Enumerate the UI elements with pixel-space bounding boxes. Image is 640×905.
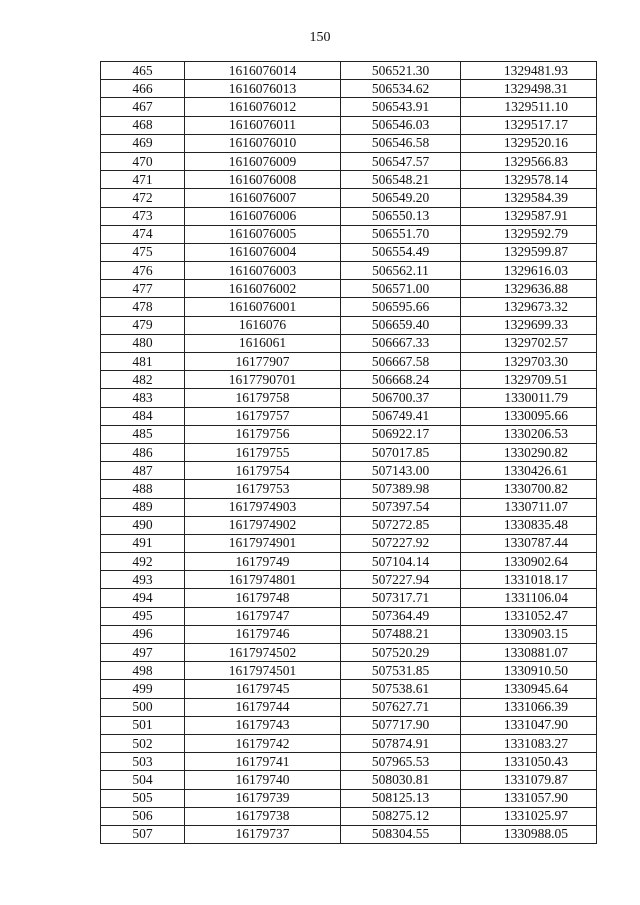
table-row — [101, 262, 597, 280]
y-coordinate-cell: 1329592.79 — [461, 225, 597, 243]
y-coordinate-cell: 1329578.14 — [461, 171, 597, 189]
x-coordinate-cell: 506549.20 — [341, 189, 461, 207]
code-cell: 1616076013 — [185, 80, 341, 98]
table-row — [101, 462, 597, 480]
table-row — [101, 716, 597, 734]
row-number-cell: 495 — [101, 607, 185, 625]
y-coordinate-cell: 1331018.17 — [461, 571, 597, 589]
table-row — [101, 480, 597, 498]
y-coordinate-cell: 1329673.32 — [461, 298, 597, 316]
y-coordinate-cell: 1331083.27 — [461, 734, 597, 752]
code-cell: 16179757 — [185, 407, 341, 425]
table-row — [101, 771, 597, 789]
y-coordinate-cell: 1330881.07 — [461, 644, 597, 662]
x-coordinate-cell: 506548.21 — [341, 171, 461, 189]
x-coordinate-cell: 506922.17 — [341, 425, 461, 443]
table-row — [101, 353, 597, 371]
code-cell: 1616076011 — [185, 116, 341, 134]
y-coordinate-cell: 1329566.83 — [461, 152, 597, 170]
row-number-cell: 485 — [101, 425, 185, 443]
y-coordinate-cell: 1330011.79 — [461, 389, 597, 407]
code-cell: 1616076012 — [185, 98, 341, 116]
x-coordinate-cell: 506668.24 — [341, 371, 461, 389]
row-number-cell: 490 — [101, 516, 185, 534]
table-row — [101, 407, 597, 425]
page-number: 150 — [309, 30, 331, 45]
code-cell: 16179754 — [185, 462, 341, 480]
code-cell: 16179739 — [185, 789, 341, 807]
table-row — [101, 62, 597, 80]
table-row — [101, 171, 597, 189]
table-row — [101, 498, 597, 516]
y-coordinate-cell: 1329517.17 — [461, 116, 597, 134]
row-number-cell: 470 — [101, 152, 185, 170]
code-cell: 1617790701 — [185, 371, 341, 389]
coordinates-table — [100, 61, 597, 844]
code-cell: 16179748 — [185, 589, 341, 607]
x-coordinate-cell: 508030.81 — [341, 771, 461, 789]
y-coordinate-cell: 1330426.61 — [461, 462, 597, 480]
table-row — [101, 80, 597, 98]
y-coordinate-cell: 1330910.50 — [461, 662, 597, 680]
row-number-cell: 496 — [101, 625, 185, 643]
row-number-cell: 471 — [101, 171, 185, 189]
x-coordinate-cell: 506562.11 — [341, 262, 461, 280]
table-body — [101, 62, 597, 844]
y-coordinate-cell: 1329520.16 — [461, 134, 597, 152]
row-number-cell: 468 — [101, 116, 185, 134]
x-coordinate-cell: 506554.49 — [341, 243, 461, 261]
y-coordinate-cell: 1330787.44 — [461, 534, 597, 552]
y-coordinate-cell: 1330945.64 — [461, 680, 597, 698]
y-coordinate-cell: 1331106.04 — [461, 589, 597, 607]
x-coordinate-cell: 506749.41 — [341, 407, 461, 425]
code-cell: 16179741 — [185, 753, 341, 771]
table-row — [101, 389, 597, 407]
code-cell: 1617974901 — [185, 534, 341, 552]
table-row — [101, 189, 597, 207]
x-coordinate-cell: 506659.40 — [341, 316, 461, 334]
x-coordinate-cell: 507017.85 — [341, 443, 461, 461]
y-coordinate-cell: 1330988.05 — [461, 825, 597, 843]
code-cell: 1616076008 — [185, 171, 341, 189]
code-cell: 1617974902 — [185, 516, 341, 534]
y-coordinate-cell: 1329584.39 — [461, 189, 597, 207]
y-coordinate-cell: 1329498.31 — [461, 80, 597, 98]
y-coordinate-cell: 1331057.90 — [461, 789, 597, 807]
code-cell: 16179743 — [185, 716, 341, 734]
row-number-cell: 465 — [101, 62, 185, 80]
y-coordinate-cell: 1330903.15 — [461, 625, 597, 643]
table-row — [101, 152, 597, 170]
row-number-cell: 498 — [101, 662, 185, 680]
x-coordinate-cell: 506521.30 — [341, 62, 461, 80]
table-row — [101, 534, 597, 552]
row-number-cell: 483 — [101, 389, 185, 407]
code-cell: 16179746 — [185, 625, 341, 643]
row-number-cell: 500 — [101, 698, 185, 716]
y-coordinate-cell: 1330902.64 — [461, 553, 597, 571]
row-number-cell: 467 — [101, 98, 185, 116]
y-coordinate-cell: 1329587.91 — [461, 207, 597, 225]
table-row — [101, 807, 597, 825]
x-coordinate-cell: 507965.53 — [341, 753, 461, 771]
y-coordinate-cell: 1331025.97 — [461, 807, 597, 825]
x-coordinate-cell: 507627.71 — [341, 698, 461, 716]
code-cell: 1617974501 — [185, 662, 341, 680]
x-coordinate-cell: 506571.00 — [341, 280, 461, 298]
x-coordinate-cell: 506534.62 — [341, 80, 461, 98]
y-coordinate-cell: 1331047.90 — [461, 716, 597, 734]
y-coordinate-cell: 1330206.53 — [461, 425, 597, 443]
row-number-cell: 486 — [101, 443, 185, 461]
table-row — [101, 644, 597, 662]
code-cell: 1616076005 — [185, 225, 341, 243]
row-number-cell: 501 — [101, 716, 185, 734]
code-cell: 1617974903 — [185, 498, 341, 516]
code-cell: 16179740 — [185, 771, 341, 789]
y-coordinate-cell: 1329636.88 — [461, 280, 597, 298]
table-row — [101, 825, 597, 843]
y-coordinate-cell: 1331052.47 — [461, 607, 597, 625]
y-coordinate-cell: 1329709.51 — [461, 371, 597, 389]
x-coordinate-cell: 508275.12 — [341, 807, 461, 825]
row-number-cell: 494 — [101, 589, 185, 607]
x-coordinate-cell: 506667.58 — [341, 353, 461, 371]
table-row — [101, 625, 597, 643]
row-number-cell: 489 — [101, 498, 185, 516]
y-coordinate-cell: 1329699.33 — [461, 316, 597, 334]
code-cell: 16179745 — [185, 680, 341, 698]
x-coordinate-cell: 507538.61 — [341, 680, 461, 698]
code-cell: 1617974801 — [185, 571, 341, 589]
row-number-cell: 473 — [101, 207, 185, 225]
table-row — [101, 243, 597, 261]
x-coordinate-cell: 507364.49 — [341, 607, 461, 625]
y-coordinate-cell: 1331079.87 — [461, 771, 597, 789]
x-coordinate-cell: 506550.13 — [341, 207, 461, 225]
code-cell: 1617974502 — [185, 644, 341, 662]
code-cell: 1616076004 — [185, 243, 341, 261]
code-cell: 16179742 — [185, 734, 341, 752]
x-coordinate-cell: 508125.13 — [341, 789, 461, 807]
row-number-cell: 469 — [101, 134, 185, 152]
code-cell: 16179747 — [185, 607, 341, 625]
row-number-cell: 499 — [101, 680, 185, 698]
row-number-cell: 503 — [101, 753, 185, 771]
table-row — [101, 571, 597, 589]
table-row — [101, 680, 597, 698]
row-number-cell: 493 — [101, 571, 185, 589]
x-coordinate-cell: 506595.66 — [341, 298, 461, 316]
row-number-cell: 479 — [101, 316, 185, 334]
table-row — [101, 734, 597, 752]
row-number-cell: 466 — [101, 80, 185, 98]
y-coordinate-cell: 1330700.82 — [461, 480, 597, 498]
x-coordinate-cell: 507389.98 — [341, 480, 461, 498]
code-cell: 16179753 — [185, 480, 341, 498]
x-coordinate-cell: 507104.14 — [341, 553, 461, 571]
code-cell: 16179749 — [185, 553, 341, 571]
table-row — [101, 553, 597, 571]
x-coordinate-cell: 506667.33 — [341, 334, 461, 352]
table-row — [101, 662, 597, 680]
row-number-cell: 497 — [101, 644, 185, 662]
x-coordinate-cell: 507874.91 — [341, 734, 461, 752]
row-number-cell: 481 — [101, 353, 185, 371]
code-cell: 16179744 — [185, 698, 341, 716]
row-number-cell: 492 — [101, 553, 185, 571]
x-coordinate-cell: 507227.92 — [341, 534, 461, 552]
x-coordinate-cell: 506543.91 — [341, 98, 461, 116]
row-number-cell: 502 — [101, 734, 185, 752]
code-cell: 16179756 — [185, 425, 341, 443]
table-row — [101, 334, 597, 352]
table-row — [101, 589, 597, 607]
x-coordinate-cell: 506546.58 — [341, 134, 461, 152]
y-coordinate-cell: 1329511.10 — [461, 98, 597, 116]
code-cell: 16179738 — [185, 807, 341, 825]
table-row — [101, 698, 597, 716]
code-cell: 1616076001 — [185, 298, 341, 316]
row-number-cell: 474 — [101, 225, 185, 243]
x-coordinate-cell: 506547.57 — [341, 152, 461, 170]
x-coordinate-cell: 507488.21 — [341, 625, 461, 643]
code-cell: 1616076009 — [185, 152, 341, 170]
table-row — [101, 98, 597, 116]
code-cell: 1616076 — [185, 316, 341, 334]
row-number-cell: 482 — [101, 371, 185, 389]
x-coordinate-cell: 507317.71 — [341, 589, 461, 607]
x-coordinate-cell: 507227.94 — [341, 571, 461, 589]
table-row — [101, 753, 597, 771]
x-coordinate-cell: 508304.55 — [341, 825, 461, 843]
row-number-cell: 505 — [101, 789, 185, 807]
table-row — [101, 298, 597, 316]
y-coordinate-cell: 1329616.03 — [461, 262, 597, 280]
row-number-cell: 472 — [101, 189, 185, 207]
table-row — [101, 516, 597, 534]
row-number-cell: 477 — [101, 280, 185, 298]
y-coordinate-cell: 1330835.48 — [461, 516, 597, 534]
table-row — [101, 371, 597, 389]
table-row — [101, 316, 597, 334]
code-cell: 1616076010 — [185, 134, 341, 152]
code-cell: 16179737 — [185, 825, 341, 843]
row-number-cell: 504 — [101, 771, 185, 789]
row-number-cell: 488 — [101, 480, 185, 498]
code-cell: 1616076006 — [185, 207, 341, 225]
code-cell: 1616076007 — [185, 189, 341, 207]
table-row — [101, 116, 597, 134]
code-cell: 1616076002 — [185, 280, 341, 298]
x-coordinate-cell: 506546.03 — [341, 116, 461, 134]
x-coordinate-cell: 506551.70 — [341, 225, 461, 243]
y-coordinate-cell: 1331050.43 — [461, 753, 597, 771]
code-cell: 16179755 — [185, 443, 341, 461]
row-number-cell: 506 — [101, 807, 185, 825]
table-row — [101, 443, 597, 461]
row-number-cell: 487 — [101, 462, 185, 480]
y-coordinate-cell: 1329481.93 — [461, 62, 597, 80]
row-number-cell: 507 — [101, 825, 185, 843]
y-coordinate-cell: 1329599.87 — [461, 243, 597, 261]
table-row — [101, 225, 597, 243]
row-number-cell: 475 — [101, 243, 185, 261]
row-number-cell: 480 — [101, 334, 185, 352]
x-coordinate-cell: 507143.00 — [341, 462, 461, 480]
code-cell: 16179758 — [185, 389, 341, 407]
code-cell: 16177907 — [185, 353, 341, 371]
x-coordinate-cell: 507272.85 — [341, 516, 461, 534]
table-row — [101, 607, 597, 625]
x-coordinate-cell: 506700.37 — [341, 389, 461, 407]
code-cell: 1616076014 — [185, 62, 341, 80]
x-coordinate-cell: 507531.85 — [341, 662, 461, 680]
code-cell: 1616061 — [185, 334, 341, 352]
table-row — [101, 134, 597, 152]
x-coordinate-cell: 507520.29 — [341, 644, 461, 662]
y-coordinate-cell: 1330711.07 — [461, 498, 597, 516]
row-number-cell: 491 — [101, 534, 185, 552]
y-coordinate-cell: 1331066.39 — [461, 698, 597, 716]
table-row — [101, 425, 597, 443]
row-number-cell: 484 — [101, 407, 185, 425]
y-coordinate-cell: 1330290.82 — [461, 443, 597, 461]
row-number-cell: 478 — [101, 298, 185, 316]
table-row — [101, 280, 597, 298]
table-row — [101, 789, 597, 807]
code-cell: 1616076003 — [185, 262, 341, 280]
y-coordinate-cell: 1329702.57 — [461, 334, 597, 352]
row-number-cell: 476 — [101, 262, 185, 280]
table-row — [101, 207, 597, 225]
y-coordinate-cell: 1329703.30 — [461, 353, 597, 371]
y-coordinate-cell: 1330095.66 — [461, 407, 597, 425]
x-coordinate-cell: 507397.54 — [341, 498, 461, 516]
x-coordinate-cell: 507717.90 — [341, 716, 461, 734]
